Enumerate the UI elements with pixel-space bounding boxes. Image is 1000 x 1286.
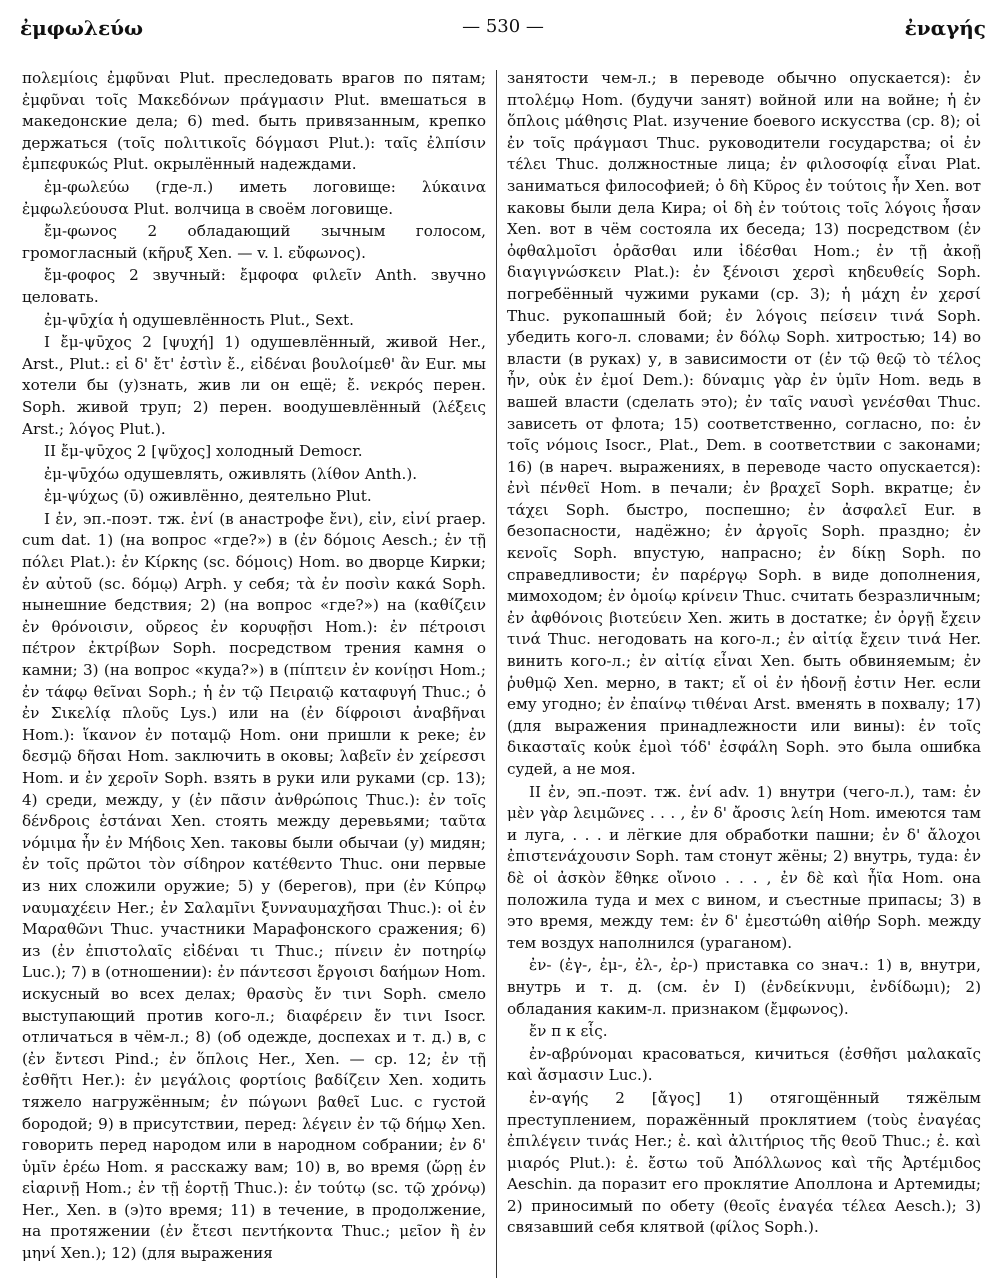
dictionary-entry: ἐν- (ἐγ-, ἐμ-, ἐλ-, ἐρ-) приставка со знач.: 1) в, внутри, внутрь и т. д. (см. ἐν I) (ἐνδείκνυμι, ἐνδίδωμι); 2) обладания каким-л. признаком (ἔμφωνος). [507,956,981,1018]
dictionary-entry: ἔμ-φοφος 2 звучный: ἔμφοφα φιλεῖν Anth. звучно целовать. [22,266,486,306]
dictionary-entry: ἐμ-ψύχως (ῡ) оживлённо, деятельно Plut. [44,487,372,506]
dictionary-entry: ἔν п к εἷς. [529,1022,608,1041]
dictionary-entry: ἐν-αγής 2 [ἄγος] 1) отягощённый тяжёлым преступлением, поражённый проклятием (τοὺς ἐναγέας ἐπιλέγειν τινάς Her.; ἐ. καὶ ἀλιτήριος τῆς θεοῦ Thuc.; ἐ. καὶ μιαρός Plut.): ἐ. ἔστω τοῦ Ἀπόλλωνος καὶ τῆς Ἀρτέμιδος Aeschin. да поразит его проклятие Аполлона и Артемиды; 2) приносимый по обету (θεοῖς ἐναγέα τέλεα Aesch.); 3) связавший себя клятвой (φίλος Soph.). [507,1088,981,1237]
dictionary-entry: ἔμ-φωνος 2 обладающий зычным голосом, громогласный (κῆρυξ Xen. — v. l. εὔφωνος). [22,222,486,262]
dictionary-entry: ἐμ-ψῡχία ἡ одушевлённость Plut., Sext. [44,310,354,329]
entry-continuation: занятости чем-л.; в переводе обычно опускается): ἐν πτολέμῳ Hom. (будучи занят) войной или на войне; ἡ ἐν ὅπλοις μάθησις Plat. изучение боевого искусства (ср. 8); οἱ ἐν τοῖς πράγμασι Thuc. руководители государства; οἱ ἐν τέλει Thuc. должностные лица; ἐν φιλοσοφίᾳ εἶναι Plat. заниматься философией; ὁ δὴ Κῦρος ἐν τούτοις ἦν Xen. вот каковы были дела Кира; οἱ δὴ ἐν τούτοις τοῖς λόγοις ἦσαν Xen. вот в чём состояла их беседа; 13) посредством (ἐν ὀφθαλμοῖσι ὁρᾶσθαι или ἰδέσθαι Hom.; ἐν τῇ ἀκοῇ διαγιγνώσκειν Plat.): ἐν ξένοισι χερσὶ κηδευθείς Soph. погребённый чужими руками (ср. 3); ἡ μάχη ἐν χερσί Thuc. рукопашный бой; ἐν λόγοις πείσειν τινά Soph. убедить кого-л. словами; ἐν δόλῳ Soph. хитростью; 14) во власти (в руках) у, в зависимости от (ἐν τῷ θεῷ τὸ τέλος ἦν, οὐκ ἐν ἐμοί Dem.): δύναμις γὰρ ἐν ὑμῖν Hom. ведь в вашей власти (сделать это); ἐν ταῖς ναυσὶ γενέσθαι Thuc. зависеть от флота; 15) соответственно, согласно, по: ἐν τοῖς νόμοις Isocr., Plat., Dem. в соответствии с законами; 16) (в нареч. выражениях, в переводе часто опускается): ἐνὶ πένθεϊ Hom. в печали; ἐν βραχεῖ Soph. вкратце; ἐν τάχει Soph. быстро, поспешно; ἐν ἀσφαλεῖ Eur. в безопасности, надёжно; ἐν ἀργοῖς Soph. праздно; ἐν κενοῖς Soph. впустую, напрасно; ἐν δίκῃ Soph. по справедливости; ἐν παρέργῳ Soph. в виде дополнения, мимоходом; ἐν ὁμοίῳ κρίνειν Thuc. считать безразличным; ἐν ἀφθόνοις βιοτεύειν Xen. жить в достатке; ἐν ὀργῇ ἔχειν τινά Thuc. негодовать на кого-л.; ἐν αἰτίᾳ ἔχειν τινά Her. винить кого-л.; ἐν αἰτίᾳ εἶναι Xen. быть обвиняемым; ἐν ῥυθμῷ Xen. мерно, в такт; εἴ οἱ ἐν ἡδονῇ ἐστιν Her. если ему угодно; ἐν ἐπαίνῳ τιθέναι Arst. вменять в похвалу; 17) (для выражения принадлежности или вины): ἐν τοῖς δικασταῖς κοὐκ ἐμοὶ τόδ' ἐσφάλη Soph. это была ошибка судей, а не моя. [507,69,981,778]
entry-continuation: πολεμίοις ἐμφῦναι Plut. преследовать врагов по пятам; ἐμφῦναι τοῖς Μακεδόνων πράγμασιν Plut. вмешаться в македонские дела; 6) med. быть привязанным, крепко держаться (τοῖς πολιτικοῖς δόγμασι Plut.): ταῖς ἐλπίσιν ἐμπεφυκώς Plut. окрылённый надеждами. [22,69,486,174]
dictionary-entry: II ἐν, эп.-поэт. тж. ἐνί adv. 1) внутри (чего-л.), там: ἐν μὲν γὰρ λειμῶνες . . . , ἐν δ' ἄροσις λείη Hom. имеются там и луга, . . . и лёгкие для обработки пашни; ἐν δ' ἄλοχοι ἐπιστενάχουσιν Soph. там стонут жёны; 2) внутрь, туда: ἐν δὲ οἱ ἀσκὸν ἔθηκε οἴνοιο . . . , ἐν δὲ καὶ ἦϊα Hom. она положила туда и мех с вином, и съестные припасы; 3) в это время, между тем: ἐν δ' ἐμεστώθη αἰθήρ Soph. между тем воздух наполнился (ураганом). [507,782,981,952]
left-running-headword: ἐμφωλεύω [20,16,144,40]
page-header [20,12,986,46]
page-number: — 530 — [462,16,544,37]
dictionary-entry: ἐμ-ψῡχόω одушевлять, оживлять (λίθον Anth.). [44,464,418,483]
dictionary-entry: II ἔμ-ψῡχος 2 [ψῦχος] холодный Democr. [44,442,363,461]
column-divider [496,70,497,1278]
right-column [507,68,981,1280]
right-running-headword: ἐναγής [904,16,986,40]
dictionary-entry: ἐμ-φωλεύω (где-л.) иметь логовище: λύκαινα ἐμφωλεύουσα Plut. волчица в своём логовище. [22,177,486,218]
left-column [22,68,486,1280]
dictionary-entry: ἐν-αβρύνομαι красоваться, кичиться (ἐσθῆσι μαλακαῖς καὶ ἄσμασιν Luc.). [507,1044,981,1085]
dictionary-entry: I ἐν, эп.-поэт. тж. ἐνί (в анастрофе ἔνι), εἰν, εἰνί praep. cum dat. 1) (на вопрос «где?») в (ἐν δόμοις Aesch.; ἐν τῇ πόλει Plat.): ἐν Κίρκης (sc. δόμοις) Hom. во дворце Кирки; ἐν αὐτοῦ (sc. δόμῳ) Arph. у себя; τὰ ἐν ποσὶν κακά Soph. нынешние бедствия; 2) (на вопрос «где?») на (καθίζειν ἐν θρόνοισιν, οὔρεος ἐν κορυφῇσι Hom.): ἐν πέτροισι πέτρον ἐκτρίβων Soph. посредством трения камня о камни; 3) (на вопрос «куда?») в (πίπτειν ἐν κονίῃσι Hom.; ἐν τάφῳ θεῖναι Soph.; ἡ ἐν τῷ Πειραιῷ καταφυγή Thuc.; ὁ ἐν Σικελίᾳ πλοῦς Lys.) или на (ἐν δίφροισι ἀναβῆναι Hom.): ἵκανον ἐν ποταμῷ Hom. они пришли к реке; ἐν δεσμῷ δῆσαι Hom. заключить в оковы; λαβεῖν ἐν χείρεσσι Hom. и ἐν χεροῖν Soph. взять в руки или руками (ср. 13); 4) среди, между, у (ἐν πᾶσιν ἀνθρώποις Thuc.): ἐν τοῖς δένδροις ἑστάναι Xen. стоять между деревьями; ταῦτα νόμιμα ἦν ἐν Μήδοις Xen. таковы были обычаи (у) мидян; ἐν τοῖς πρῶτοι τὸν σίδηρον κατέθεντο Thuc. они первые из них сложили оружие; 5) у (берегов), при (ἐν Κύπρῳ ναυμαχέειν Her.; ἐν Σαλαμῖνι ξυνναυμαχῆσαι Thuc.): οἱ ἐν Μαραθῶνι Thuc. участники Марафонского сражения; 6) из (ἐν ἐπιστολαῖς εἰδέναι τι Thuc.; πίνειν ἐν ποτηρίῳ Luc.); 7) в (отношении): ἐν πάντεσσι ἔργοισι δαήμων Hom. искусный во всех делах; θρασὺς ἔν τινι Soph. смело выступающий против кого-л.; διαφέρειν ἔν τινι Isocr. отличаться в чём-л.; 8) (об одежде, доспехах и т. д.) в, с (ἐν ἔντεσι Pind.; ἐν ὅπλοις Her., Xen. — ср. 12; ἐν τῇ ἐσθῆτι Her.): ἐν μεγάλοις φορτίοις βαδίζειν Xen. ходить тяжело нагружённым; ἐν πώγωνι βαθεῖ Luc. с густой бородой; 9) в присутствии, перед: λέγειν ἐν τῷ δήμῳ Xen. говорить перед народом или в народном собрании; ἐν δ' ὑμῖν ἐρέω Hom. я расскажу вам; 10) в, во время (ὥρῃ ἐν εἰαρινῇ Hom.; ἐν τῇ ἑορτῇ Thuc.): ἐν τούτῳ (sc. τῷ χρόνῳ) Her., Xen. в (э)то время; 11) в течение, в продолжение, на протяжении (ἐν ἔτεσι πεντήκοντα Thuc.; μεῖον ἢ ἐν μηνί Xen.); 12) (для выражения [22,509,486,1263]
dictionary-entry: I ἔμ-ψῡχος 2 [ψυχή] 1) одушевлённый, живой Her., Arst., Plut.: εἰ δ' ἔτ' ἐστὶν ἔ., εἰδέναι βουλοίμεθ' ἂν Eur. мы хотели бы (у)знать, жив ли он ещё; ἔ. νεκρός перен. Soph. живой труп; 2) перен. воодушевлённый (λέξεις Arst.; λόγος Plut.). [22,333,486,438]
